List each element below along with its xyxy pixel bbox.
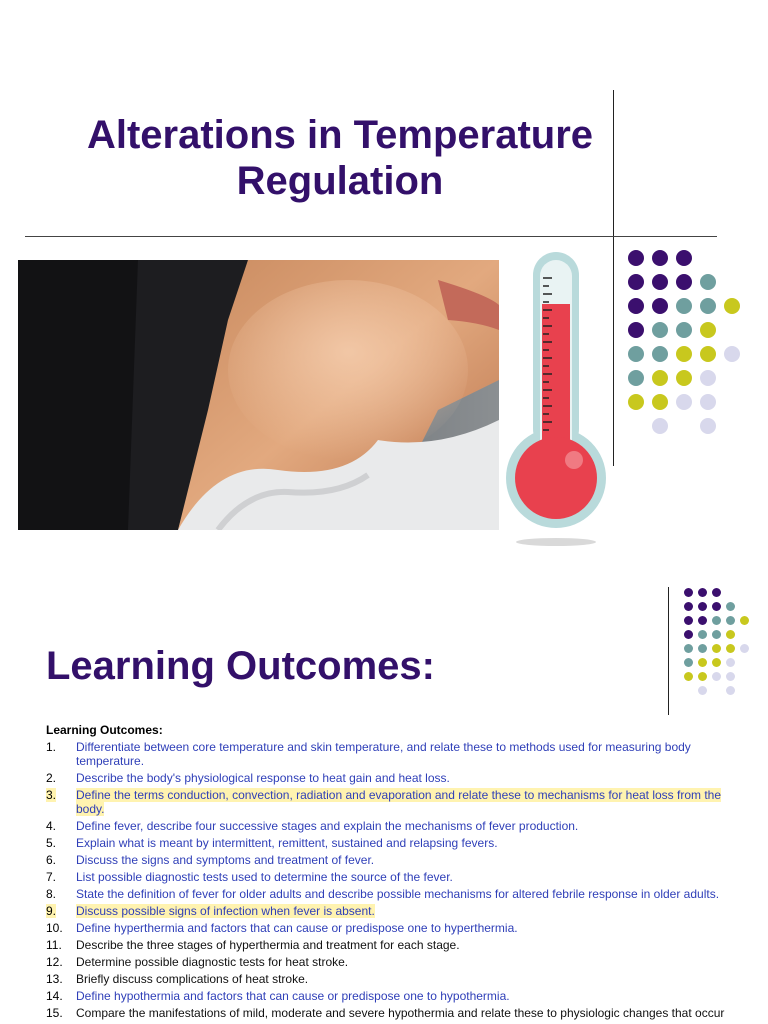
slide-title-heading: Alterations in Temperature Regulation (86, 113, 594, 203)
decorative-dot (740, 644, 749, 653)
list-item-number: 4. (46, 819, 57, 833)
decorative-dot (652, 298, 668, 314)
list-item-number: 11. (46, 938, 62, 952)
list-item-text: Determine possible diagnostic tests for heat stroke. (76, 955, 349, 969)
list-item-number: 10. (46, 921, 63, 935)
decorative-dot (676, 250, 692, 266)
thermometer-icon (502, 250, 610, 550)
list-item-number: 6. (46, 853, 57, 867)
list-item-text: Define the terms conduction, convection, radiation and evaporation and relate these to mechanisms for heat loss from the body. (76, 788, 722, 816)
decorative-dot (698, 588, 707, 597)
list-item-text: Define hypothermia and factors that can cause or predispose one to hypothermia. (76, 989, 510, 1003)
list-item-number: 5. (46, 836, 57, 850)
list-item-text: State the definition of fever for older adults and describe possible mechanisms for altered febrile response in older adults. (76, 887, 720, 901)
decorative-dot (700, 394, 716, 410)
decorative-dot (652, 274, 668, 290)
list-item-number: 12. (46, 955, 63, 969)
vertical-divider (613, 90, 614, 466)
learning-outcomes-title: Learning Outcomes: (46, 644, 435, 688)
decorative-dot (628, 322, 644, 338)
decorative-dot (628, 346, 644, 362)
list-item (46, 771, 726, 785)
decorative-dot (700, 418, 716, 434)
decorative-dot (652, 418, 668, 434)
list-item-number: 7. (46, 870, 57, 884)
list-item-number: 3. (46, 788, 57, 802)
decorative-dot (698, 602, 707, 611)
decorative-dot (684, 658, 693, 667)
list-item-number: 14. (46, 989, 63, 1003)
decorative-dot (712, 672, 721, 681)
decorative-dot (652, 250, 668, 266)
decorative-dot (628, 298, 644, 314)
list-item (46, 1006, 726, 1020)
list-item-text: Differentiate between core temperature and skin temperature, and relate these to methods used for measuring body temperature. (76, 740, 691, 768)
list-item-number: 15. (46, 1006, 63, 1020)
decorative-dot (712, 602, 721, 611)
decorative-dot (684, 616, 693, 625)
list-item-number: 9. (46, 904, 57, 918)
decorative-dot (726, 602, 735, 611)
decorative-dot (628, 370, 644, 386)
list-item (46, 887, 726, 901)
decorative-dot (684, 630, 693, 639)
decorative-dot (712, 630, 721, 639)
list-item-text: Define hyperthermia and factors that can cause or predispose one to hyperthermia. (76, 921, 518, 935)
list-item (46, 870, 726, 884)
list-item-number: 13. (46, 972, 63, 986)
list-item-text: List possible diagnostic tests used to determine the source of the fever. (76, 870, 453, 884)
decorative-dot (740, 616, 749, 625)
decorative-dot (676, 394, 692, 410)
decorative-dot (652, 346, 668, 362)
decorative-dot (712, 644, 721, 653)
list-item (46, 819, 726, 833)
list-item-text: Discuss possible signs of infection when fever is absent. (76, 904, 375, 918)
decorative-dot (700, 298, 716, 314)
decorative-dot (628, 274, 644, 290)
decorative-dot (652, 322, 668, 338)
decorative-dot (726, 672, 735, 681)
list-item (46, 904, 726, 918)
horizontal-divider (25, 236, 717, 237)
woman-neck-photo (18, 260, 499, 530)
decorative-dot (676, 298, 692, 314)
decorative-dot (652, 394, 668, 410)
decorative-dot (684, 602, 693, 611)
list-item (46, 853, 726, 867)
list-item (46, 989, 726, 1003)
list-item (46, 921, 726, 935)
list-item (46, 972, 726, 986)
list-item (46, 836, 726, 850)
decorative-dot (726, 630, 735, 639)
list-item (46, 938, 726, 952)
decorative-dot (676, 274, 692, 290)
decorative-dot (684, 588, 693, 597)
decorative-dot (712, 658, 721, 667)
list-item-text: Describe the body's physiological response to heat gain and heat loss. (76, 771, 450, 785)
decorative-dot (726, 616, 735, 625)
list-item-text: Briefly discuss complications of heat stroke. (76, 972, 309, 986)
decorative-dot (676, 346, 692, 362)
decorative-dot (698, 630, 707, 639)
decorative-dot (652, 370, 668, 386)
decorative-dot (628, 250, 644, 266)
decorative-dot (698, 644, 707, 653)
decorative-dot (700, 370, 716, 386)
learning-outcomes-heading: Learning Outcomes: (46, 723, 163, 737)
decorative-dot (676, 322, 692, 338)
learning-outcomes-list (46, 740, 726, 1023)
decorative-dot (700, 322, 716, 338)
decorative-dot (628, 394, 644, 410)
decorative-dot (676, 370, 692, 386)
photo-illustration (18, 260, 499, 530)
decorative-dot (698, 672, 707, 681)
decorative-dot (726, 658, 735, 667)
list-item-number: 2. (46, 771, 57, 785)
list-item (46, 740, 726, 768)
list-item-text: Explain what is meant by intermittent, remittent, sustained and relapsing fevers. (76, 836, 498, 850)
decorative-dot (724, 346, 740, 362)
decorative-dot (684, 644, 693, 653)
list-item-text: Discuss the signs and symptoms and treatment of fever. (76, 853, 375, 867)
decorative-dot (698, 616, 707, 625)
list-item-text: Compare the manifestations of mild, moderate and severe hypothermia and relate these to physiologic changes that occur (76, 1006, 725, 1020)
decorative-dot (712, 588, 721, 597)
decorative-dot (700, 346, 716, 362)
thermometer-illustration (502, 250, 610, 550)
decorative-dot (724, 298, 740, 314)
decorative-dot (684, 672, 693, 681)
list-item-text: Describe the three stages of hyperthermia and treatment for each stage. (76, 938, 460, 952)
decorative-dot (698, 658, 707, 667)
decorative-dot (712, 616, 721, 625)
list-item-text: Define fever, describe four successive stages and explain the mechanisms of fever production. (76, 819, 579, 833)
decorative-dot (698, 686, 707, 695)
vertical-divider (668, 587, 669, 715)
list-item-number: 1. (46, 740, 57, 754)
list-item (46, 788, 726, 816)
list-item (46, 955, 726, 969)
decorative-dot (726, 686, 735, 695)
decorative-dot (726, 644, 735, 653)
decorative-dot (700, 274, 716, 290)
list-item-number: 8. (46, 887, 57, 901)
